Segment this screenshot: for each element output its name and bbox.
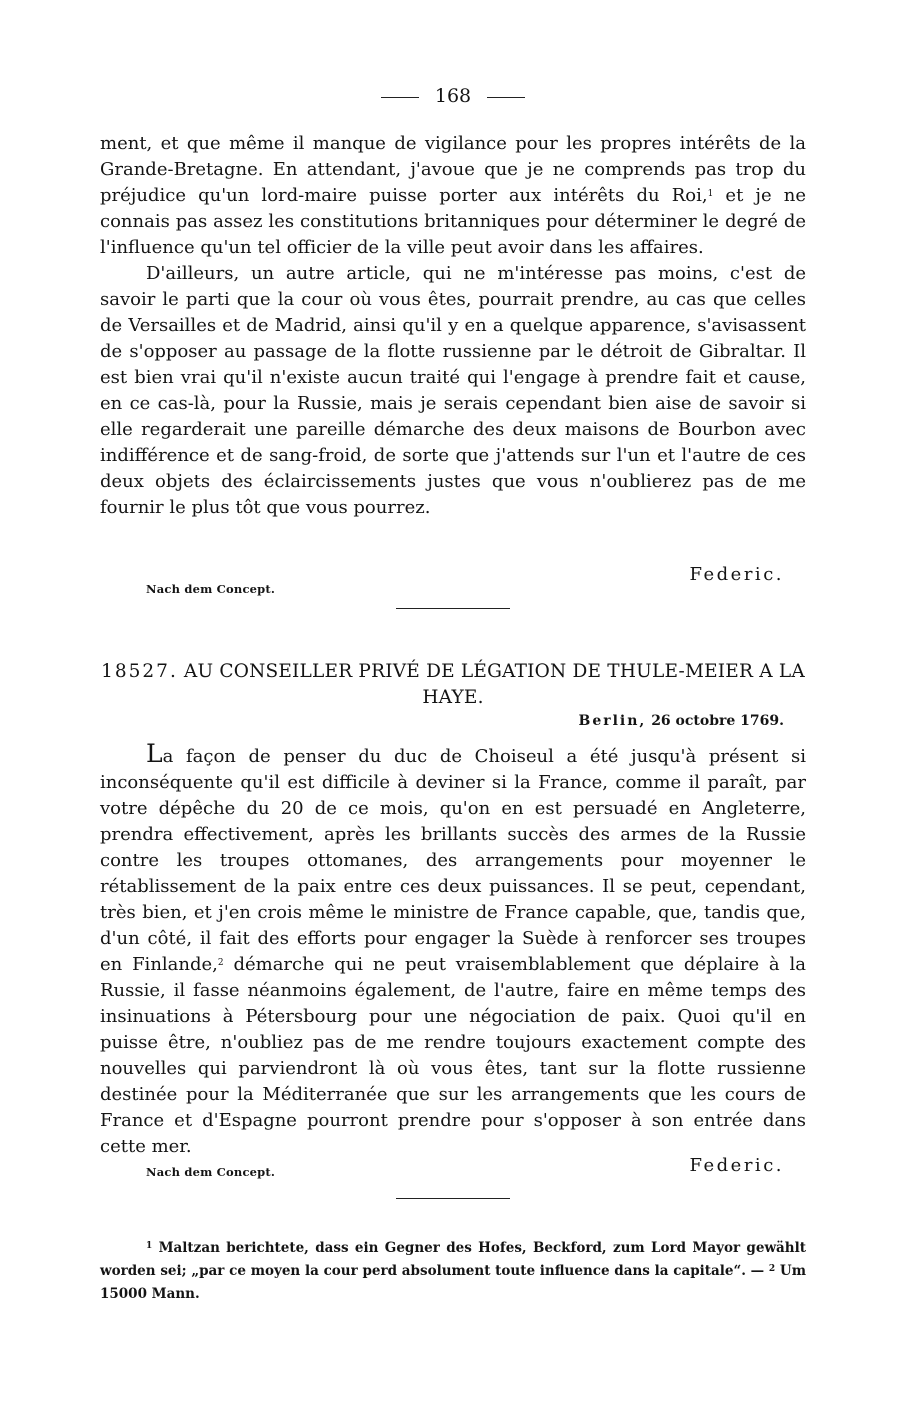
letter-2-place: Berlin, [578,713,647,729]
footnote-separator: — [745,1263,769,1279]
letter-2-closing [100,1155,806,1195]
document-page [100,0,806,1404]
letter-2-source-note: Nach dem Concept. [146,1165,276,1179]
page-header [100,84,806,108]
letter-2-paragraph-text-a: a façon de penser du duc de Choiseul a été jusqu'à présent si inconséquente qu'il est difficile à deviner si la France, comme il paraît, par votre dépêche du 20 de ce mois, qu'on en est persuadé en Angleterre, prendra effectivement, après les brillants succès des armes de la Russie contre les troupes ottomanes, des arrangements pour moyenner le rétablissement de la paix entre ces deux puissances. Il se peut, cependant, très bien, et j'en crois même le ministre de France capable, que, tandis que, d'un côté, il fait des efforts pour engager la Suède à renforcer ses troupes en Finlande, [100,746,806,975]
letter-1-paragraph-1-continued: et je ne connais pas assez les constitutions britanniques pour déterminer le degré de l'influence qu'un tel officier de la ville peut avoir dans les affaires. [100,185,807,258]
letter-1-source-note: Nach dem Concept. [146,582,276,596]
footnote-ref-2: 2 [217,958,224,968]
footnote-ref-1: 1 [707,189,714,199]
letter-2-signature: Federic. [689,1155,784,1176]
letter-1-signature: Federic. [689,564,784,585]
letter-2-place-date [579,713,785,729]
header-dash-left [381,97,419,98]
header-dash-right [487,97,525,98]
letter-1-body [100,131,806,521]
footnotes [100,1237,806,1306]
letter-2-number: 18527. [101,661,178,682]
letter-1-paragraph-1-text: ment, et que même il manque de vigilance pour les propres intérêts de la Grande-Bretagne. En attendant, j'avoue que je ne comprends pas trop du préjudice qu'un lord-maire puisse porter aux intérêts du Roi, [100,133,806,206]
letter-2-paragraph [100,741,806,1160]
section-divider-2 [396,1198,510,1199]
letter-2-paragraph-text-b: démarche qui ne peut vraisemblablement que déplaire à la Russie, il fasse néanmoins également, de l'autre, faire en même temps des insinuations à Pétersbourg pour une négociation de paix. Quoi qu'il en puisse être, n'oubliez pas de me rendre toujours exactement compte des nouvelles qui parviendront là où vous êtes, tant sur la flotte russienne destinée pour la Méditerranée que sur les arrangements que les cours de France et d'Espagne pourront prendre pour s'opposer à son entrée dans cette mer. [100,954,806,1157]
drop-cap: L [146,739,163,768]
letter-1-paragraph-1 [100,131,806,261]
footnote-1: Maltzan berichtete, dass ein Gegner des Hofes, Beckford, zum Lord Mayor gewählt worden sei; „par ce moyen la cour perd absolument toute influence dans la capitale“. [100,1240,806,1279]
footnote-2: Um 15000 Mann. [100,1263,806,1302]
section-divider-1 [396,608,510,609]
footnote-2-mark: 2 [768,1264,776,1274]
letter-1-closing [100,564,806,608]
page-number: 168 [434,85,472,107]
footnote-1-mark: 1 [146,1241,153,1251]
letter-2-title: AU CONSEILLER PRIVÉ DE LÉGATION DE THULE-MEIER A LA HAYE. [183,661,805,708]
letter-1-paragraph-2: D'ailleurs, un autre article, qui ne m'intéresse pas moins, c'est de savoir le parti que la cour où vous êtes, pourrait prendre, au cas que celles de Versailles et de Madrid, ainsi qu'il y en a quelque apparence, s'avisassent de s'opposer au passage de la flotte russienne par le détroit de Gibraltar. Il est bien vrai qu'il n'existe aucun traité qui l'engage à prendre fait et cause, en ce cas-là, pour la Russie, mais je serais cependant bien aise de savoir si elle regarderait une pareille démarche des deux maisons de Bourbon avec indifférence et de sang-froid, de sorte que j'attends sur l'un et l'autre de ces deux objets des éclaircissements justes que vous n'oublierez pas de me fournir le plus tôt que vous pourrez. [100,263,806,518]
letter-2-date: 26 octobre 1769. [651,713,784,729]
letter-2-body [100,741,806,1160]
letter-2-heading [100,659,806,711]
footnotes-text [100,1237,806,1306]
